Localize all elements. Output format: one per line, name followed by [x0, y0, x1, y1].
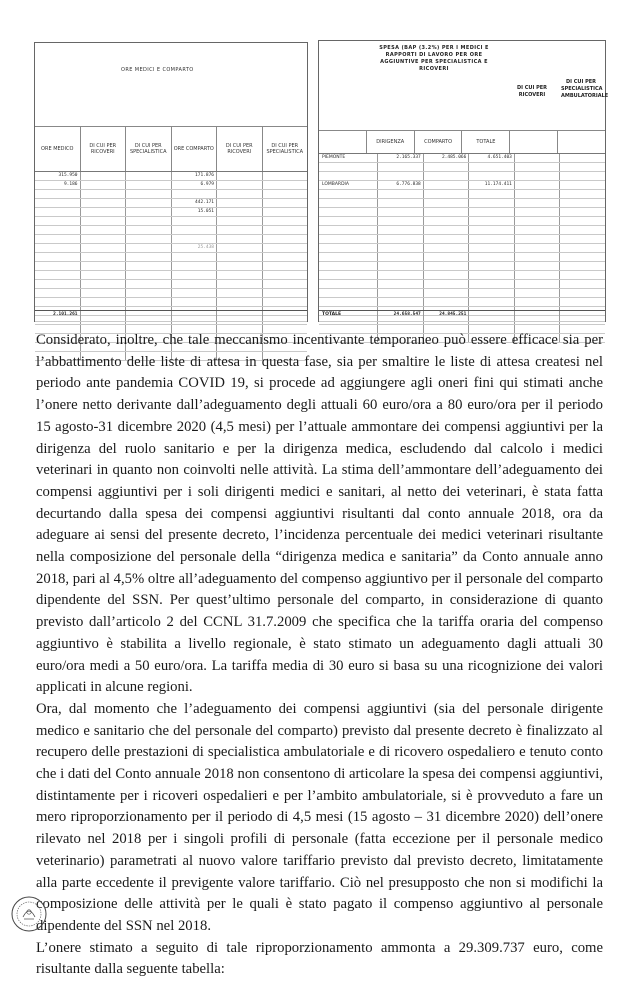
table-cell — [468, 298, 514, 306]
table-cell — [559, 181, 605, 189]
table-cell: 15.051 — [171, 208, 217, 216]
cost-table-total-row — [319, 310, 605, 322]
table-cell — [262, 181, 308, 189]
table-cell: 2.165.337 — [377, 154, 423, 162]
table-cell — [262, 208, 308, 216]
table-cell — [514, 226, 560, 234]
table-cell — [377, 271, 423, 279]
table-cell — [35, 208, 80, 216]
total-cell — [171, 311, 217, 321]
table-row — [319, 289, 605, 298]
table-cell — [423, 226, 469, 234]
table-cell — [423, 181, 469, 189]
table-cell — [35, 199, 80, 207]
table-cell — [125, 280, 171, 288]
total-cell — [468, 311, 514, 321]
table-cell — [468, 253, 514, 261]
table-row — [35, 172, 307, 181]
table-cell — [262, 253, 308, 261]
total-cell — [80, 311, 126, 321]
table-cell — [377, 163, 423, 171]
table-cell — [559, 172, 605, 180]
table-cell — [559, 271, 605, 279]
hours-table — [34, 42, 308, 322]
table-cell — [423, 172, 469, 180]
paragraph-onere-stimato: L’onere stimato a seguito di tale riproporzionamento ammonta a 29.309.737 euro, come risultante dalla seguente tabella: — [36, 939, 603, 978]
table-cell — [171, 262, 217, 270]
table-cell — [514, 289, 560, 297]
table-cell — [216, 172, 262, 180]
table-cell — [35, 298, 80, 306]
table-cell — [216, 262, 262, 270]
table-row — [35, 262, 307, 271]
table-cell — [80, 199, 126, 207]
column-header: ORE MEDICO — [41, 145, 74, 152]
total-cell — [125, 311, 171, 321]
total-cell: TOTALE — [322, 312, 342, 317]
table-cell — [423, 199, 469, 207]
table-cell — [377, 172, 423, 180]
table-cell — [171, 289, 217, 297]
table-cell — [423, 217, 469, 225]
column-header: DIRIGENZA — [366, 131, 414, 153]
table-cell — [319, 244, 377, 252]
column-header: DI CUI PER RICOVERI — [216, 127, 262, 171]
table-cell — [80, 280, 126, 288]
table-cell — [468, 280, 514, 288]
table-row — [35, 253, 307, 262]
table-cell — [125, 199, 171, 207]
table-cell — [514, 163, 560, 171]
table-cell — [377, 280, 423, 288]
table-cell — [125, 253, 171, 261]
table-cell — [319, 217, 377, 225]
table-cell — [80, 262, 126, 270]
table-cell — [468, 199, 514, 207]
table-cell: 6.979 — [171, 181, 217, 189]
table-cell — [171, 190, 217, 198]
table-cell — [262, 280, 308, 288]
table-cell — [468, 235, 514, 243]
table-cell — [514, 271, 560, 279]
table-cell — [423, 163, 469, 171]
table-cell: 171.876 — [171, 172, 217, 180]
table-cell — [423, 280, 469, 288]
table-cell — [377, 289, 423, 297]
total-cell — [514, 311, 560, 321]
table-cell — [171, 217, 217, 225]
table-cell — [262, 262, 308, 270]
table-cell — [559, 262, 605, 270]
table-cell — [468, 244, 514, 252]
table-cell — [514, 253, 560, 261]
table-cell — [377, 190, 423, 198]
table-cell — [514, 172, 560, 180]
table-cell — [468, 172, 514, 180]
table-row — [319, 172, 605, 181]
table-row — [35, 289, 307, 298]
table-row — [35, 190, 307, 199]
table-cell: LOMBARDIA — [322, 182, 349, 187]
table-cell — [559, 226, 605, 234]
table-cell — [423, 208, 469, 216]
column-header: DI CUI PER SPECIALISTICA — [262, 127, 308, 171]
document-body — [36, 330, 603, 981]
table-cell — [216, 280, 262, 288]
table-row — [35, 271, 307, 280]
table-cell — [262, 226, 308, 234]
table-row — [319, 199, 605, 208]
table-cell — [216, 190, 262, 198]
table-cell — [423, 289, 469, 297]
table-cell — [468, 190, 514, 198]
table-cell — [171, 235, 217, 243]
table-row — [35, 298, 307, 307]
table-cell — [262, 289, 308, 297]
table-cell — [468, 217, 514, 225]
table-cell — [125, 235, 171, 243]
table-cell — [468, 226, 514, 234]
table-cell — [80, 271, 126, 279]
hours-table-column-headers — [35, 126, 307, 171]
table-cell — [559, 154, 605, 162]
table-cell — [171, 271, 217, 279]
table-cell — [216, 199, 262, 207]
table-cell — [423, 298, 469, 306]
table-cell — [262, 244, 308, 252]
table-cell — [319, 298, 377, 306]
table-row — [319, 154, 605, 163]
table-cell — [262, 298, 308, 306]
table-row — [35, 226, 307, 235]
table-cell — [125, 226, 171, 234]
table-cell — [514, 217, 560, 225]
table-cell — [319, 208, 377, 216]
cost-table-column-headers — [319, 130, 605, 153]
table-cell: PIEMONTE — [322, 155, 346, 160]
column-header — [509, 131, 557, 153]
table-cell — [319, 289, 377, 297]
table-cell — [80, 289, 126, 297]
table-cell — [514, 199, 560, 207]
table-cell: 2.485.066 — [423, 154, 469, 162]
table-cell — [125, 244, 171, 252]
cost-table-ricoveri-header: DI CUI PER RICOVERI — [516, 85, 547, 98]
table-cell — [468, 208, 514, 216]
table-cell — [377, 253, 423, 261]
table-cell — [80, 244, 126, 252]
table-row — [319, 253, 605, 262]
table-cell — [35, 190, 80, 198]
table-cell — [125, 181, 171, 189]
column-header: TOTALE — [461, 131, 509, 153]
table-cell — [35, 217, 80, 225]
total-cell — [216, 311, 262, 321]
total-cell — [262, 311, 308, 321]
table-cell — [423, 262, 469, 270]
table-cell — [216, 244, 262, 252]
table-cell — [514, 262, 560, 270]
table-cell — [423, 271, 469, 279]
table-cell — [35, 235, 80, 243]
table-cell — [514, 181, 560, 189]
table-cell — [514, 298, 560, 306]
table-cell — [262, 217, 308, 225]
table-cell — [80, 208, 126, 216]
paragraph-considerato: Considerato, inoltre, che tale meccanismo incentivante temporaneo può essere efficace sia per l’abbattimento delle liste di attesa in questa fase, sia per smaltire le liste di attesa createsi nel periodo ante pandemia COVID 19, si procede ad aggiungere agli oneri fini qui stimati anche l’onere netto derivante dall’adeguamento degli attuali 60 euro/ora a 80 euro/ora per il periodo 15 agosto-31 dicembre 2020 (4,5 mesi) per l’attuale ammontare dei compensi aggiuntivi per la dirigenza del ruolo sanitario e per la dirigenza medica, escludendo dal calcolo i medici veterinari in quanto non coinvolti nelle attività. La stima dell’ammontare dell’adeguamento dei compensi aggiuntivi per i soli dirigenti medici e sanitari, al netto dei veterinari, è stata fatta decurtando dalla spesa dei compensi aggiuntivi risultanti dal conto annuale 2018, ora da adeguare ai sensi del presente decreto, l’incidenza percentuale dei medici veterinari risultante nella composizione del personale della “dirigenza medica e sanitaria” da Conto annuale anno 2018, pari al 4,5% oltre all’adeguamento del compenso aggiuntivo per il personale del comparto dipendente del SSN. Per quest’ultimo personale del comparto, in considerazione di quanto previsto dall’articolo 2 del CCNL 31.7.2009 che specifica che la tariffa oraria del compenso aggiuntivo è stabilita a livello regionale, è stato stimato un adeguamento dagli attuali 30 euro/ora medi a 50 euro/ora. La tariffa media di 30 euro si basa su una ricognizione dei valori applicati in alcune regioni. — [36, 332, 603, 696]
table-cell — [80, 298, 126, 306]
table-cell — [559, 280, 605, 288]
table-cell — [80, 217, 126, 225]
table-cell — [319, 271, 377, 279]
column-header: COMPARTO — [414, 131, 462, 153]
table-cell — [514, 154, 560, 162]
table-cell — [319, 262, 377, 270]
table-cell — [319, 235, 377, 243]
table-cell — [171, 253, 217, 261]
table-cell — [216, 271, 262, 279]
table-cell — [559, 208, 605, 216]
table-cell — [514, 190, 560, 198]
table-row — [319, 208, 605, 217]
table-cell — [319, 163, 377, 171]
column-header: ORE COMPARTO — [171, 127, 217, 171]
table-cell: 442.171 — [171, 199, 217, 207]
table-cell — [514, 235, 560, 243]
column-header: DI CUI PER RICOVERI — [80, 127, 126, 171]
table-cell — [559, 244, 605, 252]
table-cell — [35, 271, 80, 279]
column-header — [557, 131, 605, 153]
table-cell — [125, 298, 171, 306]
table-row — [319, 244, 605, 253]
total-cell: 2.101.261 — [53, 312, 78, 317]
table-cell: 9.186 — [63, 182, 78, 187]
table-cell — [559, 235, 605, 243]
table-cell — [171, 298, 217, 306]
table-cell — [216, 226, 262, 234]
table-cell — [559, 163, 605, 171]
table-cell — [125, 208, 171, 216]
table-cell — [319, 280, 377, 288]
table-cell — [262, 235, 308, 243]
table-cell — [262, 190, 308, 198]
table-cell — [262, 271, 308, 279]
cost-table-specialistica-header: DI CUI PER SPECIALISTICA AMBULATORIALE — [561, 79, 609, 99]
table-cell — [171, 280, 217, 288]
table-row — [35, 280, 307, 289]
table-cell — [423, 253, 469, 261]
table-cell — [319, 226, 377, 234]
paragraph-ora: Ora, dal momento che l’adeguamento dei compensi aggiuntivi (sia del personale dirigente medico e sanitario che del personale del comparto) previsto dal presente decreto è finalizzato al recupero delle prestazioni di specialistica ambulatoriale e di ricovero ospedaliero e tenuto conto che i dati del Conto annuale 2018 non consentono di articolare la spesa dei compensi aggiuntivi, distintamente per i ricoveri ospedalieri e per l’ambito ambulatoriale, si è provveduto a fare un mero riproporzionamento per il periodo di 4,5 mesi (15 agosto – 31 dicembre 2020) dell’onere rilevato nel 2018 per i singoli profili di personale (fatta eccezione per il personale medico veterinario) parametrati al nuovo valore tariffario previsto dal previsto decreto, limitatamente alla parte eccedente il previgente valore tariffario. Ciò nel presupposto che non si modifichi la composizione delle attività per le quali è stato pagato il compenso aggiuntivo al personale dipendente del SSN nel 2018. — [36, 700, 603, 934]
table-cell — [80, 190, 126, 198]
table-cell — [125, 217, 171, 225]
total-cell: 24.845.251 — [423, 311, 469, 321]
table-row — [35, 235, 307, 244]
column-header: DI CUI PER SPECIALISTICA — [125, 127, 171, 171]
table-cell — [468, 271, 514, 279]
cost-table-group-title: SPESA (BAP (3.2%) PER I MEDICI E RAPPORTI DI LAVORO PER ORE AGGIUNTIVE PER SPECIALISTICA E RICOVERI — [379, 45, 489, 72]
table-cell — [377, 298, 423, 306]
cost-table — [318, 40, 609, 322]
table-cell — [377, 244, 423, 252]
table-cell — [319, 172, 377, 180]
table-cell — [377, 199, 423, 207]
table-cell — [125, 190, 171, 198]
hours-table-group-title: ORE MEDICI E COMPARTO — [121, 67, 194, 73]
table-cell — [559, 289, 605, 297]
table-row — [319, 235, 605, 244]
table-cell — [559, 217, 605, 225]
table-cell — [423, 190, 469, 198]
table-cell — [559, 253, 605, 261]
table-cell — [35, 253, 80, 261]
table-row — [319, 226, 605, 235]
table-row — [319, 163, 605, 172]
table-cell — [125, 271, 171, 279]
table-cell — [80, 226, 126, 234]
table-row — [35, 208, 307, 217]
table-cell — [216, 289, 262, 297]
table-cell — [80, 181, 126, 189]
table-row — [35, 217, 307, 226]
table-cell — [559, 190, 605, 198]
table-cell — [423, 235, 469, 243]
table-cell — [319, 253, 377, 261]
table-cell: 11.174.411 — [468, 181, 514, 189]
hours-table-header — [35, 43, 307, 172]
table-cell — [262, 172, 308, 180]
table-cell — [514, 244, 560, 252]
table-cell — [377, 226, 423, 234]
hours-table-total-row — [35, 310, 307, 322]
table-cell — [216, 235, 262, 243]
table-row — [319, 181, 605, 190]
table-cell — [468, 163, 514, 171]
table-cell — [216, 298, 262, 306]
table-cell — [559, 199, 605, 207]
table-row — [35, 181, 307, 190]
table-cell — [125, 262, 171, 270]
table-cell — [514, 208, 560, 216]
cost-table-header — [319, 41, 609, 154]
table-cell — [171, 226, 217, 234]
official-seal-icon — [10, 895, 48, 933]
column-header — [319, 131, 366, 153]
table-cell — [216, 253, 262, 261]
table-cell — [80, 172, 126, 180]
table-cell: 4.651.403 — [468, 154, 514, 162]
table-cell — [377, 235, 423, 243]
total-cell — [559, 311, 605, 321]
table-row — [319, 298, 605, 307]
table-row — [319, 280, 605, 289]
table-cell — [377, 262, 423, 270]
table-cell — [35, 226, 80, 234]
table-cell — [514, 280, 560, 288]
table-row — [319, 217, 605, 226]
table-cell — [377, 217, 423, 225]
table-row — [319, 262, 605, 271]
table-cell: 6.776.838 — [377, 181, 423, 189]
table-cell — [35, 262, 80, 270]
table-cell — [319, 190, 377, 198]
table-cell — [35, 280, 80, 288]
table-cell — [80, 253, 126, 261]
table-row — [35, 199, 307, 208]
table-cell — [216, 181, 262, 189]
table-cell — [319, 199, 377, 207]
hours-table-body — [35, 172, 307, 322]
table-cell: 25.438 — [171, 244, 217, 252]
table-cell — [35, 244, 80, 252]
table-cell — [559, 298, 605, 306]
table-cell — [262, 199, 308, 207]
table-cell — [125, 289, 171, 297]
table-cell — [80, 235, 126, 243]
table-cell: 315.950 — [58, 173, 78, 178]
table-row — [35, 244, 307, 253]
table-row — [319, 190, 605, 199]
table-row — [319, 271, 605, 280]
total-cell: 24.658.547 — [377, 311, 423, 321]
table-cell — [468, 289, 514, 297]
table-cell — [468, 262, 514, 270]
table-cell — [125, 172, 171, 180]
table-cell — [423, 244, 469, 252]
table-cell — [35, 289, 80, 297]
table-cell — [377, 208, 423, 216]
cost-table-body — [319, 154, 605, 322]
table-cell — [216, 217, 262, 225]
table-cell — [216, 208, 262, 216]
